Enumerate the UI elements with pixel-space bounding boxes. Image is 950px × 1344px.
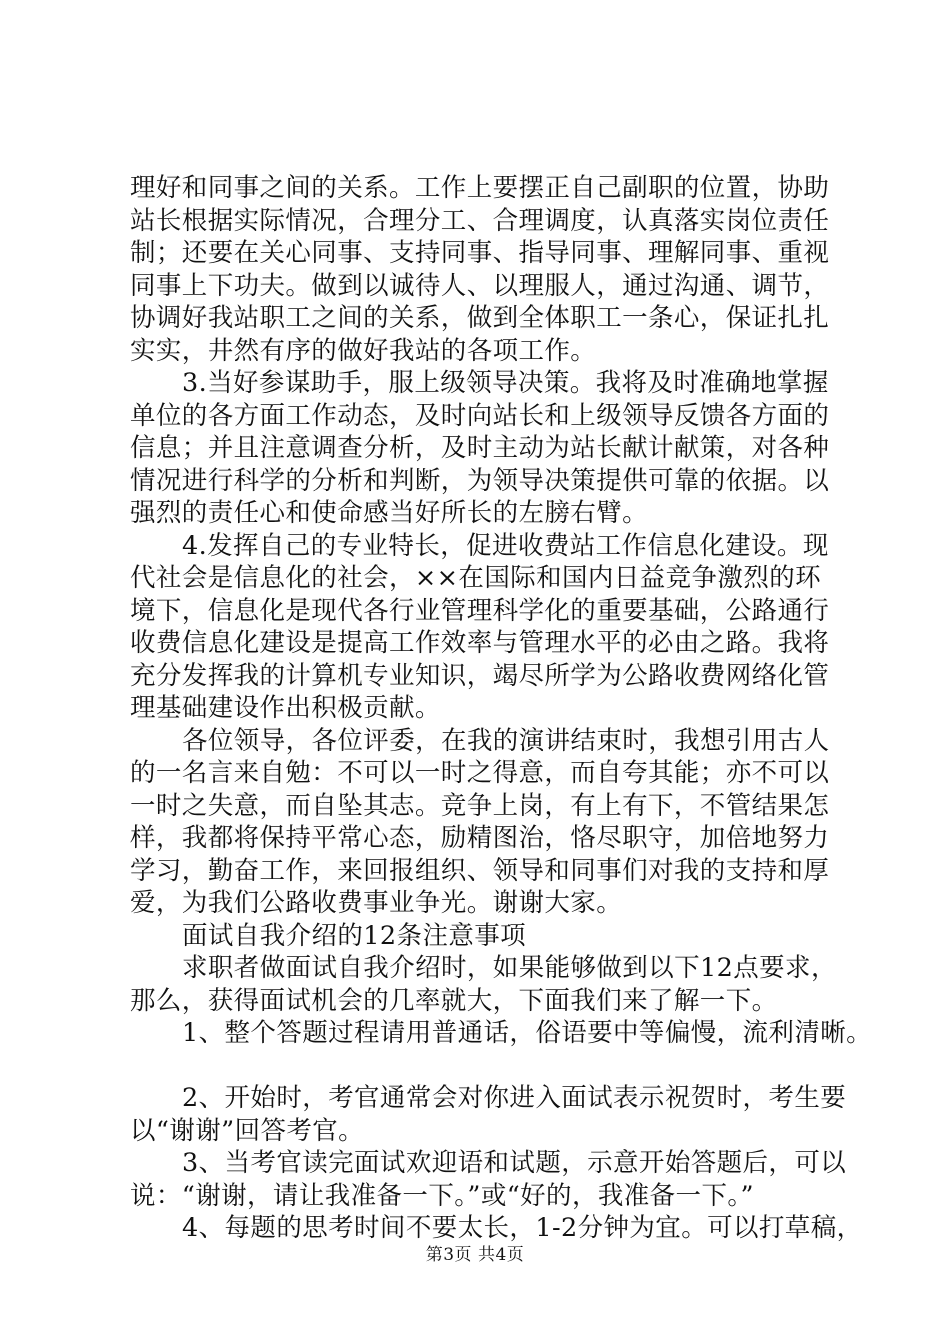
paragraph-start-line: 4.发挥自己的专业特长，促进收费站工作信息化建设。现 xyxy=(182,530,829,561)
text-line: 理基础建设作出积极贡献。 xyxy=(130,693,441,723)
section-heading: 面试自我介绍的12条注意事项 xyxy=(182,920,527,951)
blank-line xyxy=(130,1050,850,1083)
text-line: 的一名言来自勉：不可以一时之得意，而自夸其能；亦不可以 xyxy=(130,758,830,788)
text-line: 强烈的责任心和使命感当好所长的左膀右臂。 xyxy=(130,498,649,528)
paragraph-start-line: 各位领导，各位评委，在我的演讲结束时，我想引用古人 xyxy=(182,725,830,756)
list-item-line: 4、每题的思考时间不要太长，1-2分钟为宜。可以打草稿， xyxy=(182,1213,863,1243)
text-line: 学习，勤奋工作，来回报组织、领导和同事们对我的支持和厚 xyxy=(130,855,830,886)
text-line: 制；还要在关心同事、支持同事、指导同事、理解同事、重视 xyxy=(130,238,830,268)
body-text xyxy=(130,172,873,1245)
text-line: 爱，为我们公路收费事业争光。谢谢大家。 xyxy=(130,888,623,918)
text-line: 同事上下功夫。做到以诚待人、以理服人，通过沟通、调节， xyxy=(130,270,830,301)
text-line: 说：“谢谢，请让我准备一下。”或“好的，我准备一下。” xyxy=(130,1180,754,1211)
list-item-line: 3、当考官读完面试欢迎语和试题，示意开始答题后，可以 xyxy=(182,1148,847,1178)
text-line: 实实，井然有序的做好我站的各项工作。 xyxy=(130,335,597,366)
list-item-line: 2、开始时，考官通常会对你进入面试表示祝贺时，考生要 xyxy=(182,1083,847,1113)
text-line: 协调好我站职工之间的关系，做到全体职工一条心，保证扎扎 xyxy=(130,303,830,333)
text-line: 理好和同事之间的关系。工作上要摆正自己副职的位置，协助 xyxy=(130,173,830,203)
text-line: 样，我都将保持平常心态，励精图治，恪尽职守，加倍地努力 xyxy=(130,823,830,853)
list-item-line: 1、整个答题过程请用普通话，俗语要中等偏慢，流利清晰。 xyxy=(182,1018,873,1048)
text-line: 单位的各方面工作动态，及时向站长和上级领导反馈各方面的 xyxy=(130,400,830,431)
text-line: 站长根据实际情况，合理分工、合理调度，认真落实岗位责任 xyxy=(130,205,830,236)
text-line: 以“谢谢”回答考官。 xyxy=(130,1115,365,1146)
paragraph-start-line: 3.当好参谋助手，服上级领导决策。我将及时准确地掌握 xyxy=(182,368,829,398)
text-line: 情况进行科学的分析和判断，为领导决策提供可靠的依据。以 xyxy=(130,465,830,496)
text-line: 信息；并且注意调查分析，及时主动为站长献计献策，对各种 xyxy=(130,433,830,463)
page-number-footer: 第3页 共4页 xyxy=(425,1245,525,1265)
text-line: 收费信息化建设是提高工作效率与管理水平的必由之路。我将 xyxy=(130,628,830,658)
text-line: 境下，信息化是现代各行业管理科学化的重要基础，公路通行 xyxy=(130,595,830,626)
text-line: 一时之失意，而自坠其志。竞争上岗，有上有下，不管结果怎 xyxy=(130,790,830,821)
text-line: 充分发挥我的计算机专业知识，竭尽所学为公路收费网络化管 xyxy=(130,660,830,691)
text-line: 代社会是信息化的社会，××在国际和国内日益竞争激烈的环 xyxy=(130,563,822,593)
paragraph-start-line: 求职者做面试自我介绍时，如果能够做到以下12点要求， xyxy=(182,953,837,983)
text-line: 那么，获得面试机会的几率就大，下面我们来了解一下。 xyxy=(130,985,778,1016)
